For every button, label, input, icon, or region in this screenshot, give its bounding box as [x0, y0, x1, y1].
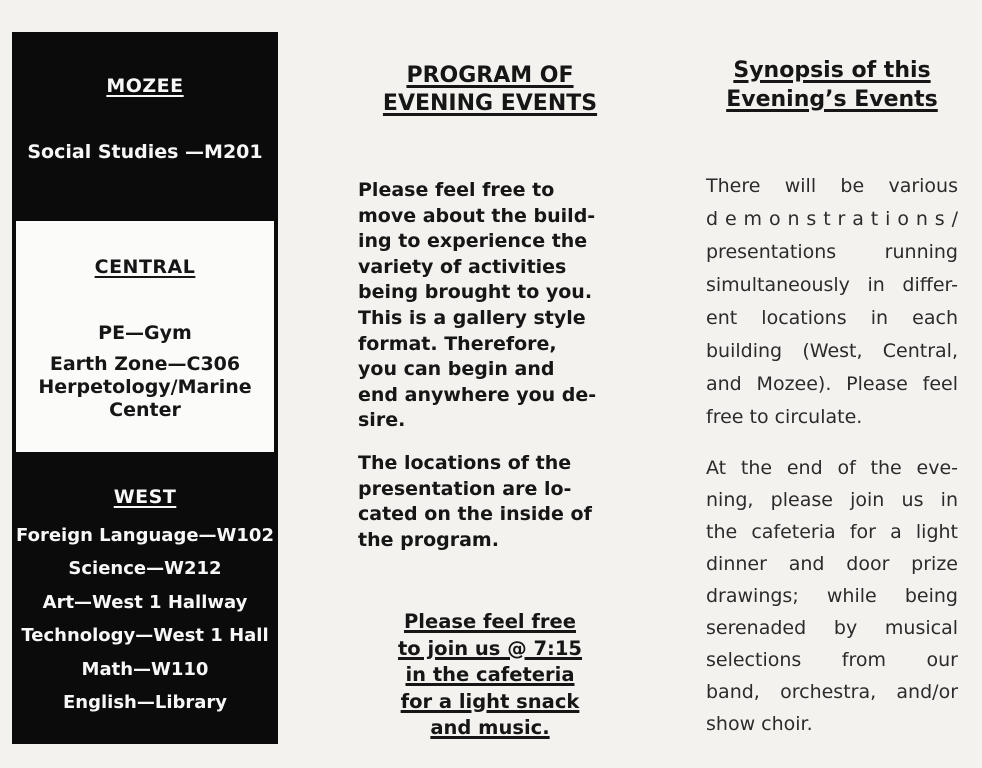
- synopsis-paragraph-2: At the end of the eve- ning, please join us in the cafeteria for a light dinner and door prize drawings; while being serenaded by musical selections from our band, orchestra, and/or show choir.: [706, 457, 958, 735]
- west-items-list: [12, 519, 278, 719]
- central-item-pe-gym: PE—Gym: [98, 322, 192, 344]
- central-section: [16, 221, 274, 452]
- synopsis-heading: Synopsis of this Evening’s Events: [726, 58, 938, 112]
- central-item-earth-zone: Earth Zone—C306 Herpetology/Marine Center: [38, 353, 252, 421]
- program-column: [358, 62, 622, 742]
- west-item-art: Art—West 1 Hallway: [42, 591, 248, 613]
- mozee-heading: MOZEE: [106, 75, 184, 97]
- west-item-foreign-language: Foreign Language—W102: [16, 525, 274, 546]
- cafeteria-invitation: Please feel free to join us @ 7:15 in the cafeteria for a light snack and music.: [397, 610, 582, 740]
- west-heading: WEST: [113, 486, 177, 508]
- program-heading: PROGRAM OF EVENING EVENTS: [382, 63, 598, 116]
- synopsis-paragraph-1: There will be various d e m o n s t r a t i o n s / presentations running simultaneously in differ- ent locations in each building (West, Central, and Mozee). Please feel free to circulate.: [706, 175, 958, 428]
- mozee-section: [12, 32, 278, 221]
- program-paragraph-2: The locations of the presentation are lo- cated on the inside of the program.: [358, 451, 592, 551]
- west-item-technology: Technology—West 1 Hall: [21, 625, 269, 647]
- program-paragraph-1: Please feel free to move about the build- ing to experience the variety of activities being brought to you. This is a gallery style format. Therefore, you can begin and end anywhere you de- sire.: [358, 179, 597, 432]
- west-section: [12, 452, 278, 744]
- mozee-item-social-studies: Social Studies —M201: [27, 141, 263, 163]
- synopsis-column: [706, 56, 958, 740]
- west-item-science: Science—W212: [68, 558, 222, 580]
- west-item-english: English—Library: [62, 692, 228, 714]
- central-heading: CENTRAL: [94, 256, 196, 278]
- west-item-math: Math—W110: [81, 658, 209, 680]
- locations-panel: [12, 32, 278, 744]
